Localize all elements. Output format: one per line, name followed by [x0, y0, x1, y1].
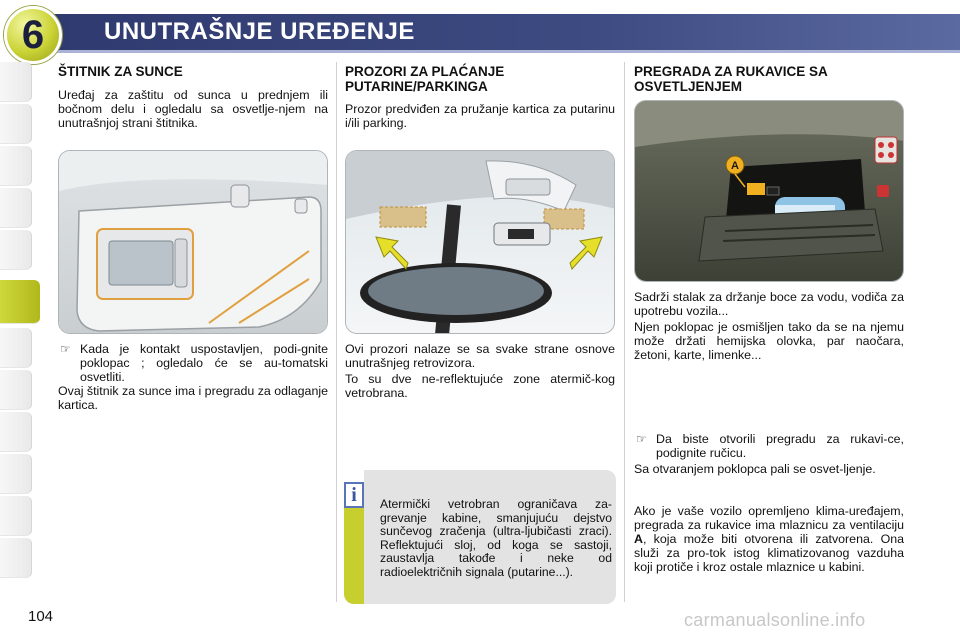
- windows-figure: [345, 150, 615, 334]
- sunvisor-bullet-text: Kada je kontakt uspostavljen, podi-gnite poklopac ; ogledalo će se au-tomatski osvetliti.: [80, 342, 328, 384]
- index-tab[interactable]: [0, 230, 32, 270]
- index-tab[interactable]: [0, 62, 32, 102]
- windows-p2: To su dve ne-reflektujuće zone atermič-kog vetrobrana.: [345, 372, 615, 400]
- index-tab-active[interactable]: [0, 280, 40, 324]
- mirror-illustration: [346, 151, 615, 334]
- info-icon: i: [344, 482, 364, 508]
- glovebox-p4: [634, 504, 904, 574]
- windows-p1: Ovi prozori nalaze se sa svake strane osnove unutrašnjeg retrovizora.: [345, 342, 615, 370]
- info-box: [344, 470, 616, 604]
- index-tab[interactable]: [0, 146, 32, 186]
- index-tab[interactable]: [0, 496, 32, 536]
- glovebox-p4-bold: A: [634, 532, 643, 546]
- watermark: carmanualsonline.info: [684, 610, 866, 630]
- sunvisor-intro: Uređaj za zaštitu od sunca u prednjem ili bočnom delu i ogledalu sa osvetlje-njem na unutrašnjoj strani štitnika.: [58, 88, 328, 130]
- sunvisor-illustration: [59, 151, 328, 334]
- glovebox-p4-after: , koja može biti otvorena ili zatvorena. Ona služi za pro-tok istog klimatizovanog vazduha koji protiče i kroz ostale mlaznice u kabini.: [634, 532, 904, 574]
- hand-pointer-icon: ☞: [60, 342, 71, 356]
- glovebox-heading: PREGRADA ZA RUKAVICE SA OSVETLJENJEM: [634, 64, 828, 94]
- glovebox-bullet: [634, 432, 904, 460]
- index-tab[interactable]: [0, 328, 32, 368]
- glovebox-p1: Sadrži stalak za držanje boce za vodu, vodiča za upotrebu vozila...: [634, 290, 904, 318]
- column-divider: [624, 62, 625, 602]
- index-tab[interactable]: [0, 412, 32, 452]
- info-text: Atermički vetrobran ograničava za-grevanje kabine, smanjujuću dejstvo sunčevog zračenja (ultra-ljubičasti zraci). Reflektujući sloj, od koga se sastoji, zaustavlja takođe i neke od radioelektričnih signala (putarine...).: [380, 497, 612, 579]
- side-index-tabs: [0, 62, 32, 578]
- glovebox-callout-label: A: [731, 160, 739, 172]
- chapter-badge: [4, 6, 62, 64]
- chapter-number: 6: [21, 12, 45, 57]
- windows-intro: Prozor predviđen za pružanje kartica za putarinu i/ili parking.: [345, 102, 615, 130]
- sunvisor-bullet: [58, 342, 328, 384]
- index-tab[interactable]: [0, 454, 32, 494]
- sunvisor-heading: ŠTITNIK ZA SUNCE: [58, 64, 183, 79]
- index-tab[interactable]: [0, 538, 32, 578]
- glovebox-figure: [634, 100, 904, 282]
- sunvisor-note: Ovaj štitnik za sunce ima i pregradu za odlaganje kartica.: [58, 384, 328, 412]
- hand-pointer-icon: ☞: [636, 432, 647, 446]
- index-tab[interactable]: [0, 370, 32, 410]
- glovebox-p4-before: Ako je vaše vozilo opremljeno klima-uređajem, pregrada za rukavice ima mlaznicu za ventilaciju: [634, 504, 904, 532]
- sunvisor-figure: [58, 150, 328, 334]
- index-tab[interactable]: [0, 188, 32, 228]
- page-title: UNUTRAŠNJE UREĐENJE: [104, 18, 415, 45]
- glovebox-bullet-text: Da biste otvorili pregradu za rukavi-ce, podignite ručicu.: [656, 432, 904, 460]
- page-number: 104: [28, 608, 54, 625]
- index-tab[interactable]: [0, 104, 32, 144]
- column-divider: [336, 62, 337, 602]
- glovebox-p2: Njen poklopac je osmišljen tako da se na njemu može držati hemijska olovka, par naočara, žetoni, karte, limenke...: [634, 320, 904, 362]
- glovebox-illustration: [635, 101, 904, 282]
- windows-heading: PROZORI ZA PLAĆANJE PUTARINE/PARKINGA: [345, 64, 505, 94]
- glovebox-p3: Sa otvaranjem poklopca pali se osvet-ljenje.: [634, 462, 876, 476]
